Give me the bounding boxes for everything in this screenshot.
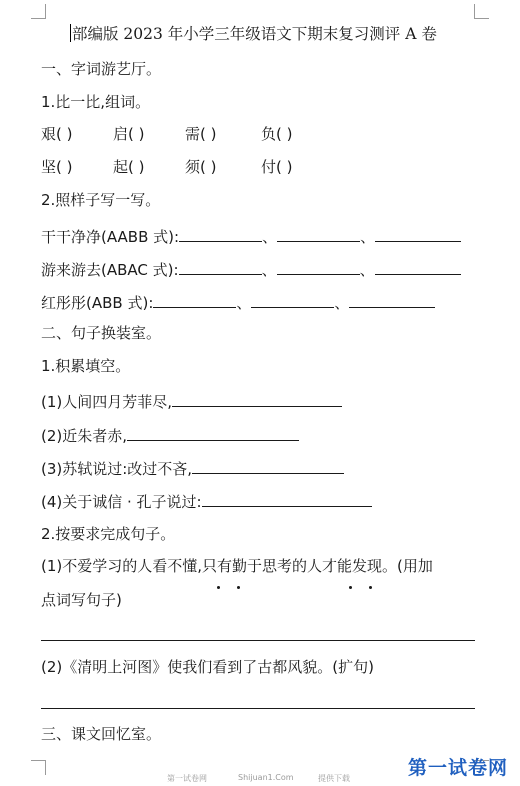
separator: 、 (360, 228, 376, 246)
pattern-label: 红彤彤(ABB 式): (41, 294, 154, 312)
pattern-row-2 (41, 259, 461, 280)
compare-item: 坚( ) (41, 158, 73, 176)
compare-item: 负( ) (261, 125, 293, 143)
emphasis-dot (238, 568, 239, 582)
answer-rule[interactable] (41, 708, 475, 709)
margin-corner-mark (31, 4, 46, 19)
sentence-task-1 (41, 556, 433, 576)
margin-corner-mark (474, 4, 489, 19)
compare-item: 需( ) (185, 125, 217, 143)
document-title (70, 24, 437, 44)
answer-blank[interactable] (375, 259, 461, 275)
pattern-row-3 (41, 292, 435, 313)
answer-blank[interactable] (349, 292, 435, 308)
compare-item: 须( ) (185, 158, 217, 176)
separator: 、 (359, 261, 375, 279)
fill-prompt: (4)关于诚信 · 孔子说过: (41, 493, 202, 511)
compare-item: 付( ) (261, 158, 293, 176)
pattern-label: 干干净净(AABB 式): (41, 228, 180, 246)
emphasis-dot (370, 568, 371, 582)
separator: 、 (334, 294, 350, 312)
fill-prompt: (3)苏轼说过:改过不吝, (41, 460, 193, 478)
answer-rule[interactable] (41, 640, 475, 641)
section-heading-2: 二、句子换装室。 (41, 324, 162, 342)
footer-tagline: 提供下载 (318, 774, 350, 783)
answer-blank[interactable] (153, 292, 236, 308)
answer-blank[interactable] (277, 259, 360, 275)
answer-blank[interactable] (172, 391, 342, 407)
sentence-task-1-cont: 点词写句子) (41, 591, 122, 609)
answer-blank[interactable] (375, 226, 461, 242)
fill-prompt: (2)近朱者赤, (41, 427, 128, 445)
separator: 、 (236, 294, 252, 312)
footer-site-cn: 第一试卷网 (167, 774, 207, 783)
question-2: 2.照样子写一写。 (41, 191, 161, 209)
emphasis-dot (350, 568, 351, 582)
sentence-task-2: (2)《清明上河图》使我们看到了古都风貌。(扩句) (41, 658, 374, 676)
title-text: 部编版 2023 年小学三年级语文下期末复习测评 A 卷 (72, 25, 437, 43)
answer-blank[interactable] (179, 226, 262, 242)
sentence-task-text: (1)不爱学习的人看不懂,只有勤于思考的人才能发现。(用加 (41, 557, 433, 575)
fill-prompt: (1)人间四月芳菲尽, (41, 393, 173, 411)
margin-corner-mark (31, 760, 46, 775)
answer-blank[interactable] (127, 425, 299, 441)
separator: 、 (262, 228, 278, 246)
answer-blank[interactable] (277, 226, 360, 242)
section-heading-1: 一、字词游艺厅。 (41, 60, 162, 78)
compare-row-2 (41, 157, 481, 177)
compare-row-1 (41, 124, 481, 144)
fill-line-4 (41, 491, 372, 512)
answer-blank[interactable] (179, 259, 262, 275)
answer-blank[interactable] (192, 458, 344, 474)
brand-watermark: 第一试卷网 (408, 757, 509, 779)
fill-line-3 (41, 458, 344, 479)
answer-blank[interactable] (202, 491, 372, 507)
fill-line-2 (41, 425, 299, 446)
emphasis-dot (218, 568, 219, 582)
section-heading-3: 三、课文回忆室。 (41, 725, 162, 743)
answer-blank[interactable] (251, 292, 334, 308)
question-1: 1.比一比,组词。 (41, 93, 151, 111)
pattern-row-1 (41, 226, 461, 247)
question-3: 1.积累填空。 (41, 357, 131, 375)
pattern-label: 游来游去(ABAC 式): (41, 261, 179, 279)
compare-item: 艰( ) (41, 125, 73, 143)
compare-item: 启( ) (113, 125, 145, 143)
compare-item: 起( ) (113, 158, 145, 176)
footer-site-en: Shijuan1.Com (238, 773, 294, 782)
separator: 、 (261, 261, 277, 279)
fill-line-1 (41, 391, 342, 412)
question-4: 2.按要求完成句子。 (41, 525, 176, 543)
text-cursor (70, 24, 71, 42)
